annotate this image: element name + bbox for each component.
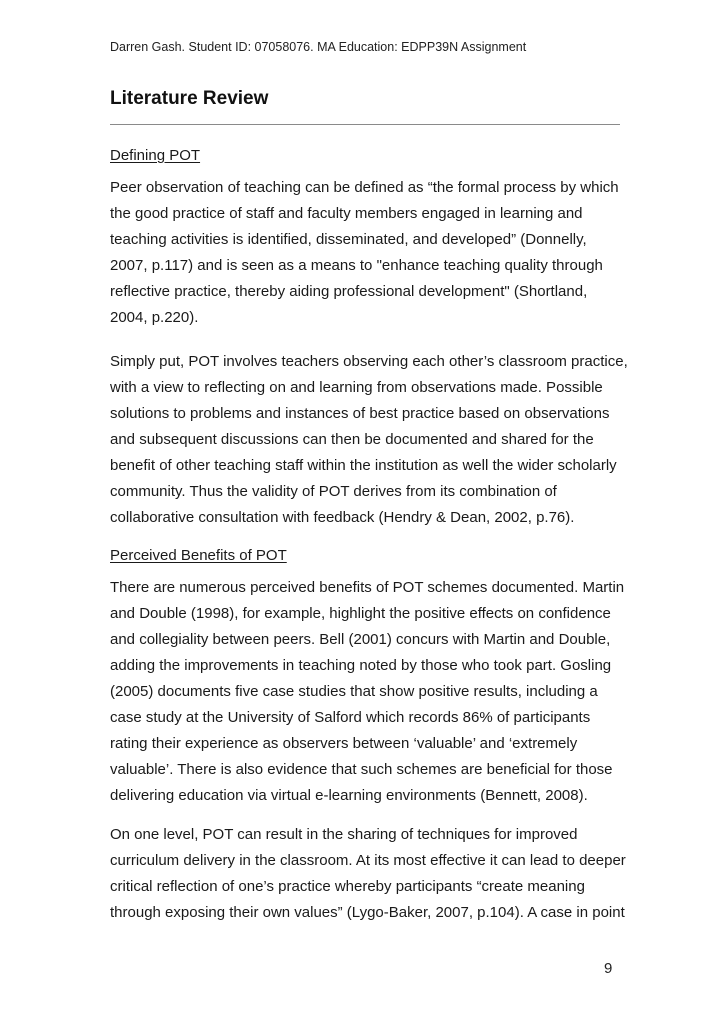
text-line: critical reflection of one’s practice whereby participants “create meaning xyxy=(110,878,585,895)
subheading-defining-pot: Defining POT xyxy=(110,147,201,164)
text-line: the good practice of staff and faculty members engaged in learning and xyxy=(110,205,583,222)
paragraph-benefits-2 xyxy=(110,822,630,926)
text-line: On one level, POT can result in the sharing of techniques for improved xyxy=(110,826,578,843)
paragraph-defining-1 xyxy=(110,175,630,331)
text-line: rating their experience as observers between ‘valuable’ and ‘extremely xyxy=(110,735,578,752)
text-line: reflective practice, thereby aiding professional development" (Shortland, xyxy=(110,283,588,300)
running-header: Darren Gash. Student ID: 07058076. MA Education: EDPP39N Assignment xyxy=(110,40,527,54)
text-line: 2007, p.117) and is seen as a means to "enhance teaching quality through xyxy=(110,257,603,274)
text-line: case study at the University of Salford which records 86% of participants xyxy=(110,709,591,726)
text-line: with a view to reflecting on and learning from observations made. Possible xyxy=(110,379,603,396)
page-number: 9 xyxy=(604,960,613,977)
subheading-perceived-benefits: Perceived Benefits of POT xyxy=(110,547,287,564)
text-line: teaching activities is identified, disseminated, and developed” (Donnelly, xyxy=(110,231,587,248)
title-rule xyxy=(110,124,620,125)
text-line: and subsequent discussions can then be documented and shared for the xyxy=(110,431,594,448)
text-line: solutions to problems and instances of best practice based on observations xyxy=(110,405,610,422)
text-line: curriculum delivery in the classroom. At its most effective it can lead to deeper xyxy=(110,852,626,869)
text-line: collaborative consultation with feedback (Hendry & Dean, 2002, p.76). xyxy=(110,509,575,526)
text-line: 2004, p.220). xyxy=(110,309,199,326)
paragraph-defining-2 xyxy=(110,349,630,531)
text-line: Peer observation of teaching can be defined as “the formal process by which xyxy=(110,179,619,196)
text-line: (2005) documents five case studies that show positive results, including a xyxy=(110,683,598,700)
text-line: There are numerous perceived benefits of POT schemes documented. Martin xyxy=(110,579,625,596)
text-line: and Double (1998), for example, highlight the positive effects on confidence xyxy=(110,605,611,622)
text-line: community. Thus the validity of POT derives from its combination of xyxy=(110,483,557,500)
text-line: adding the improvements in teaching noted by those who took part. Gosling xyxy=(110,657,612,674)
section-title: Literature Review xyxy=(110,88,269,109)
text-line: delivering education via virtual e-learning environments (Bennett, 2008). xyxy=(110,787,588,804)
text-line: benefit of other teaching staff within the institution as well the wider scholarly xyxy=(110,457,617,474)
paragraph-benefits-1 xyxy=(110,575,630,809)
text-line: Simply put, POT involves teachers observing each other’s classroom practice, xyxy=(110,353,628,370)
text-line: and collegiality between peers. Bell (2001) concurs with Martin and Double, xyxy=(110,631,611,648)
text-line: valuable’. There is also evidence that such schemes are beneficial for those xyxy=(110,761,613,778)
text-line: through exposing their own values” (Lygo-Baker, 2007, p.104). A case in point xyxy=(110,904,625,921)
